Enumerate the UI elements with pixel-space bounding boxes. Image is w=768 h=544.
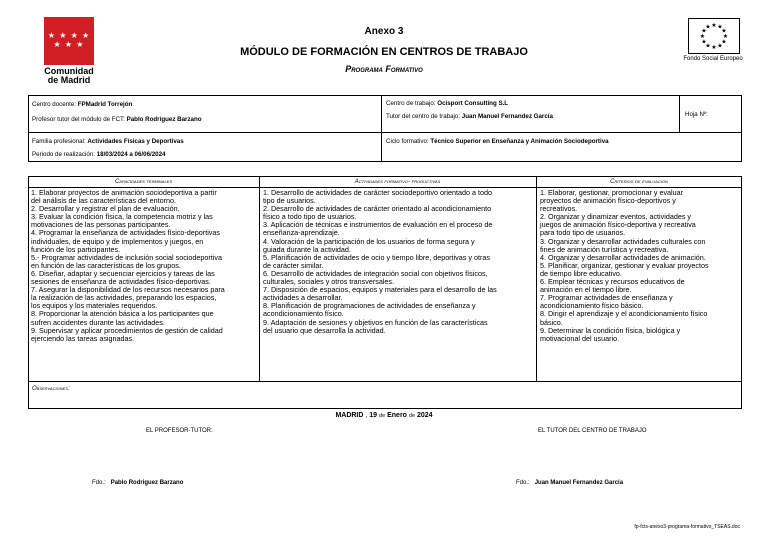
capacidades-header: Capacidades terminales [114, 179, 173, 185]
tutor-centro: Tutor del centro de trabajo: Juan Manuel Fernandez García [386, 113, 553, 120]
capacidades-line: 5.- Programar actividades de inclusión social sociodeportiva [31, 252, 222, 262]
actividades-list [263, 189, 535, 335]
page-title: MÓDULO DE FORMACIÓN EN CENTROS DE TRABAJO [240, 46, 528, 58]
svg-text:★: ★ [717, 23, 723, 31]
capacidades-list [31, 189, 257, 343]
svg-text:★: ★ [701, 27, 707, 35]
criterios-line: motivacional del usuario. [540, 333, 620, 343]
centro-docente: Centro docente: FPMadrid Torrejón [32, 101, 133, 108]
actividades-line: de carácter similar. [263, 260, 324, 270]
actividades-line: acondicionamiento físico. [263, 309, 344, 319]
date-line: MADRID , 19 de Enero de 2024 [335, 412, 433, 419]
signature-profesor: Fdo.: Pablo Rodriguez Barzano [92, 480, 184, 486]
eu-flag-icon [688, 18, 740, 54]
criterios-line: 7. Programar actividades de enseñanza y [540, 293, 673, 303]
divider [679, 95, 680, 133]
actividades-line: 1. Desarrollo de actividades de carácter sociodeportivo orientado a todo [263, 188, 492, 197]
actividades-line: 6. Desarrollo de actividades de integración social con objetivos físicos, [263, 268, 488, 278]
criterios-line: 6. Emplear técnicas y recursos educativos de [540, 277, 685, 287]
hoja-number: Hoja Nº: [685, 111, 708, 118]
criterios-line: juegos de animación físico-deportiva y recreativa [540, 220, 696, 230]
page-subtitle: Programa Formativo [345, 64, 423, 74]
svg-text:★: ★ [705, 23, 711, 31]
svg-text:★: ★ [711, 22, 717, 29]
actividades-line: 4. Valoración de la participación de los usuarios de forma segura y [263, 236, 475, 246]
criterios-line: básico. [540, 317, 563, 327]
criterios-list [540, 189, 740, 343]
svg-text:★: ★ [721, 38, 727, 46]
capacidades-line: del análisis de las características del entorno. [31, 196, 177, 206]
criterios-line: 4. Organizar y desarrollar actividades de animación. [540, 252, 706, 262]
profesor-tutor-label: EL PROFESOR-TUTOR: [146, 428, 213, 434]
divider [259, 176, 260, 382]
annex-label: Anexo 3 [364, 26, 404, 37]
svg-text:★: ★ [721, 27, 727, 35]
actividades-line: actividades a desarrollar. [263, 293, 343, 303]
criterios-header: Criterios de evaluación [610, 179, 668, 185]
criterios-line: proyectos de animación físico-deportivos y [540, 196, 676, 206]
actividades-line: 5. Planificación de actividades de ocio y tiempo libre, deportivas y otras [263, 252, 490, 262]
criterios-line: fines de animación turística y recreativa. [540, 244, 669, 254]
capacidades-line: sufren accidentes durante las actividades. [31, 317, 165, 327]
criterios-line: 3. Organizar y desarrollar actividades culturales con [540, 236, 706, 246]
divider [536, 176, 537, 382]
observaciones-label: Observaciones: [32, 386, 70, 392]
criterios-line: recreativos. [540, 204, 578, 214]
divider [381, 95, 382, 133]
capacidades-line: en función de las características de los grupos. [31, 260, 181, 270]
svg-text:★: ★ [705, 42, 711, 50]
criterios-line: 8. Dirigir el aprendizaje y el acondicionamiento físico [540, 309, 708, 319]
periodo-realizacion: Periodo de realización: 18/03/2024 a 06/06/2024 [32, 151, 166, 158]
actividades-line: guiada durante la actividad. [263, 244, 351, 254]
ciclo-formativo: Ciclo formativo: Técnico Superior en Enseñanza y Animación Sociodeportiva [386, 138, 609, 145]
capacidades-line: ejerciendo las tareas asignadas. [31, 333, 135, 343]
signature-tutor: Fdo.: Juan Manuel Fernandez García [516, 480, 624, 486]
logo-stars-icon: ★ ★ ★ ★ ★ ★ ★ [47, 31, 91, 49]
actividades-line: del usuario que desarrolla la actividad. [263, 325, 386, 335]
criterios-line: 1. Elaborar, gestionar, promocionar y evaluar [540, 188, 684, 197]
svg-text:★: ★ [722, 33, 729, 40]
criterios-line: acondicionamiento físico básico. [540, 301, 644, 311]
capacidades-line: función de los participantes. [31, 244, 121, 254]
svg-text:★: ★ [701, 38, 707, 46]
profesor-tutor: Profesor tutor del módulo de FCT: Pablo Rodríguez Barzano [32, 116, 202, 123]
capacidades-line: los equipos y los materiales requeridos. [31, 301, 158, 311]
criterios-line: para todo tipo de usuarios. [540, 228, 626, 238]
svg-text:★: ★ [711, 44, 717, 51]
actividades-line: enseñanza-aprendizaje. [263, 228, 340, 238]
tutor-centro-label: EL TUTOR DEL CENTRO DE TRABAJO [538, 428, 647, 434]
eu-fund-label: Fondo Social Europeo [683, 56, 743, 62]
centro-trabajo: Centro de trabajo: Ocisport Consulting S.L [386, 100, 509, 107]
capacidades-line: 6. Diseñar, adaptar y secuenciar ejercicios y tareas de las [31, 268, 215, 278]
actividades-line: 7. Disposición de espacios, equipos y materiales para el desarrollo de las [263, 285, 497, 295]
capacidades-line: la realización de las actividades, preparando los espacios, [31, 293, 217, 303]
capacidades-line: 9. Supervisar y aplicar procedimientos de gestión de calidad [31, 325, 223, 335]
criterios-line: de tiempo libre educativo. [540, 268, 622, 278]
capacidades-line: 4. Programar la enseñanza de actividades físico-deportivas [31, 228, 220, 238]
criterios-line: 9. Determinar la condición física, biológica y [540, 325, 681, 335]
divider [381, 132, 382, 162]
svg-text:★: ★ [699, 33, 706, 40]
actividades-line: 8. Planificación de programaciones de actividades de enseñanza y [263, 301, 476, 311]
capacidades-line: 7. Asegurar la disponibilidad de los recursos necesarios para [31, 285, 225, 295]
observaciones-box [28, 381, 742, 409]
actividades-line: culturales, sociales y otros transversales. [263, 277, 395, 287]
capacidades-line: 1. Elaborar proyectos de animación sociodeportiva a partir [31, 188, 217, 197]
logo-text: Comunidad de Madrid [44, 66, 94, 85]
actividades-line: 9. Adaptación de sesiones y objetivos en función de las características [263, 317, 488, 327]
criterios-line: animación en el tiempo libre. [540, 285, 632, 295]
capacidades-line: 3. Evaluar la condición física, la competencia motriz y las [31, 212, 213, 222]
actividades-line: 3. Aplicación de técnicas e instrumentos de evaluación en el proceso de [263, 220, 493, 230]
actividades-line: tipo de usuarios. [263, 196, 316, 206]
info-row-1 [28, 95, 742, 133]
file-name: fp-fcts-anexo3-programa-formativo_TSEAS.doc [634, 524, 740, 530]
capacidades-line: sesiones de enseñanza de actividades físico-deportivas. [31, 277, 211, 287]
capacidades-line: motivaciones de las personas participantes. [31, 220, 171, 230]
familia-profesional: Familia profesional: Actividades Físicas y Deportivas [32, 138, 184, 145]
actividades-line: físico a todo tipo de usuarios. [263, 212, 357, 222]
actividades-header: Actividades formativo- productivas [354, 179, 441, 185]
capacidades-line: 8. Proporcionar la atención básica a los participantes que [31, 309, 214, 319]
capacidades-line: individuales, de equipo y de implementos y juegos, en [31, 236, 204, 246]
criterios-line: 5. Planificar, organizar, gestionar y evaluar proyectos [540, 260, 709, 270]
capacidades-line: 2. Desarrollar y registrar el plan de evaluación. [31, 204, 180, 214]
criterios-line: 2. Organizar y dinamizar eventos, actividades y [540, 212, 692, 222]
svg-text:★: ★ [717, 42, 723, 50]
actividades-line: 2. Desarrollo de actividades de carácter orientado al acondicionamiento [263, 204, 492, 214]
